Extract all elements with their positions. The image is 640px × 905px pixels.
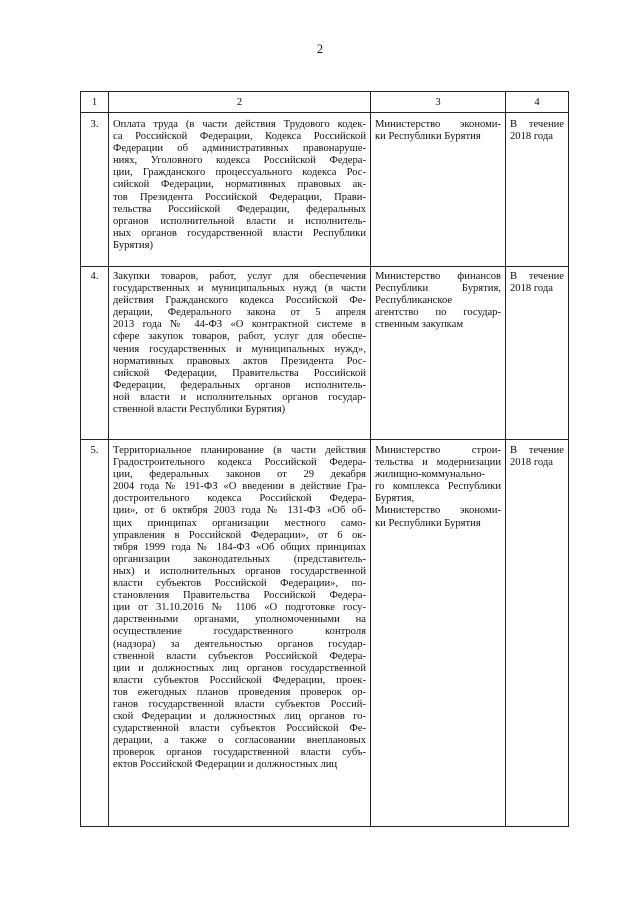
text-line: Оплата труда (в части действия Трудового кодек- xyxy=(113,119,366,130)
text-line: агентство по государ- xyxy=(375,307,501,319)
text-line: становления Правительства Российской Федера- xyxy=(113,590,366,602)
responsible-cell xyxy=(371,440,506,827)
text-line: ной власти и исполнительных органов государ- xyxy=(113,391,366,403)
responsible-cell xyxy=(371,267,506,440)
table-row xyxy=(81,267,569,440)
text-line: Республики Бурятия, xyxy=(375,283,501,295)
text-line: тельства Российской Федерации, федеральных xyxy=(113,203,366,215)
text-line: власти субъектов Российской Федерации», по- xyxy=(113,578,366,590)
text-line: дарственными органами, уполномоченными на xyxy=(113,614,366,626)
measures-table xyxy=(80,91,569,827)
text-line: ганов государственной власти субъектов Россий- xyxy=(113,698,366,710)
text-line: тельства и модернизации xyxy=(375,457,501,469)
text-line: власти субъектов Российской Федерации, проек- xyxy=(113,674,366,686)
text-line: 2018 года xyxy=(510,457,554,469)
text-line: чения государственных и муниципальных нужд», xyxy=(113,343,366,355)
text-line: 2004 года № 191-ФЗ «О введении в действие Гра- xyxy=(113,481,366,493)
text-line: Министерство строи- xyxy=(375,445,501,456)
text-line: Федерации об административных правонаруше- xyxy=(113,143,366,155)
term-cell xyxy=(506,267,569,440)
text-line: дерации, Федерального закона от 5 апреля xyxy=(113,307,366,319)
text-line: ции и должностных лиц органов государственной xyxy=(113,662,366,674)
text-line: В течение xyxy=(510,271,564,282)
page-number: 2 xyxy=(316,42,324,56)
header-cell-1: 1 xyxy=(81,92,109,113)
text-line: щих принципах организации местного само- xyxy=(113,517,366,529)
term-cell xyxy=(506,113,569,267)
text-line: ных органов государственной власти Республики xyxy=(113,227,366,239)
text-line: сударственной власти субъектов Российской Фе- xyxy=(113,723,366,735)
header-cell-2: 2 xyxy=(109,92,371,113)
text-line: тября 1999 года № 184-ФЗ «Об общих принципах xyxy=(113,541,366,553)
table-row xyxy=(81,440,569,827)
text-line: сийской Федерации, Правительства Российской xyxy=(113,367,366,379)
text-line: государственных и муниципальных нужд (в части xyxy=(113,283,366,295)
text-line: ки Республики Бурятия xyxy=(375,131,481,143)
text-line: 2018 года xyxy=(510,283,554,295)
subject-cell xyxy=(109,267,371,440)
text-line: действия Гражданского кодекса Российской Фе- xyxy=(113,295,366,307)
subject-cell xyxy=(109,440,371,827)
text-line: органов исполнительной власти и исполнитель- xyxy=(113,215,366,227)
term-cell xyxy=(506,440,569,827)
text-line: сфере закупок товаров, работ, услуг для обеспе- xyxy=(113,331,366,343)
text-line: Министерство финансов xyxy=(375,271,501,282)
text-line: В течение xyxy=(510,445,564,456)
header-cell-3: 3 xyxy=(371,92,506,113)
text-line: дерации, а также о согласовании внеплановых xyxy=(113,735,366,747)
text-line: ектов Российской Федерации и должностных лиц xyxy=(113,759,338,771)
text-line: Градостроительного кодекса Российской Федера- xyxy=(113,457,366,469)
text-line: жилищно-коммунально- xyxy=(375,469,486,481)
text-line: Территориальное планирование (в части действия xyxy=(113,445,366,456)
text-line: го комплекса Республики xyxy=(375,481,501,493)
text-line: ской Федерации и должностных лиц органов го- xyxy=(113,711,366,723)
text-line: Бурятия) xyxy=(113,239,153,251)
text-line: проверок органов государственной власти субъ- xyxy=(113,747,366,759)
subject-cell xyxy=(109,113,371,267)
text-line: ции от 31.10.2016 № 1106 «О подготовке госу- xyxy=(113,602,366,614)
text-line: Закупки товаров, работ, услуг для обеспечения xyxy=(113,271,366,282)
text-line: ных) и исполнительных органов государственной xyxy=(113,565,366,577)
text-line: ции, Гражданского процессуального кодекса Рос- xyxy=(113,167,366,179)
responsible-cell xyxy=(371,113,506,267)
text-line: 2018 года xyxy=(510,131,554,143)
row-number: 3. xyxy=(81,113,109,267)
table-row xyxy=(81,113,569,267)
row-number: 4. xyxy=(81,267,109,440)
text-line: ции», от 6 октября 2003 года № 131-ФЗ «Об об- xyxy=(113,505,366,517)
row-number: 5. xyxy=(81,440,109,827)
text-line: управления в Российской Федерации», от 6 ок- xyxy=(113,529,366,541)
text-line: осуществление государственного контроля xyxy=(113,626,366,638)
text-line: Министерство экономи- xyxy=(375,505,501,517)
text-line: нормативных правовых актов Президента Рос- xyxy=(113,355,366,367)
text-line: ственной власти Республики Бурятия) xyxy=(113,404,286,416)
text-line: ственным закупкам xyxy=(375,319,464,331)
text-line: сийской Федерации, нормативных правовых ак- xyxy=(113,179,366,191)
text-line: 2013 года № 44-ФЗ «О контрактной системе в xyxy=(113,319,366,331)
text-line: са Российской Федерации, Кодекса Российской xyxy=(113,131,366,143)
text-line: ственной власти субъектов Российской Федера- xyxy=(113,650,366,662)
text-line: ции, федеральных законов от 29 декабря xyxy=(113,469,366,481)
text-line: достроительного кодекса Российской Федера- xyxy=(113,493,366,505)
text-line: организации законодательных (представитель- xyxy=(113,553,366,565)
text-line: ки Республики Бурятия xyxy=(375,517,481,529)
text-line: ниях, Уголовного кодекса Российской Федера- xyxy=(113,155,366,167)
text-line: (надзора) за деятельностью органов государ- xyxy=(113,638,366,650)
text-line: Министерство экономи- xyxy=(375,119,501,130)
text-line: Бурятия, xyxy=(375,493,415,505)
text-line: Федерации, федеральных органов исполнитель- xyxy=(113,379,366,391)
text-line: Республиканское xyxy=(375,295,453,307)
header-cell-4: 4 xyxy=(506,92,569,113)
text-line: тов Президента Российской Федерации, Прави- xyxy=(113,191,366,203)
text-line: В течение xyxy=(510,119,564,130)
table-header-row xyxy=(81,92,569,113)
text-line: тов ежегодных планов проведения проверок ор- xyxy=(113,686,366,698)
